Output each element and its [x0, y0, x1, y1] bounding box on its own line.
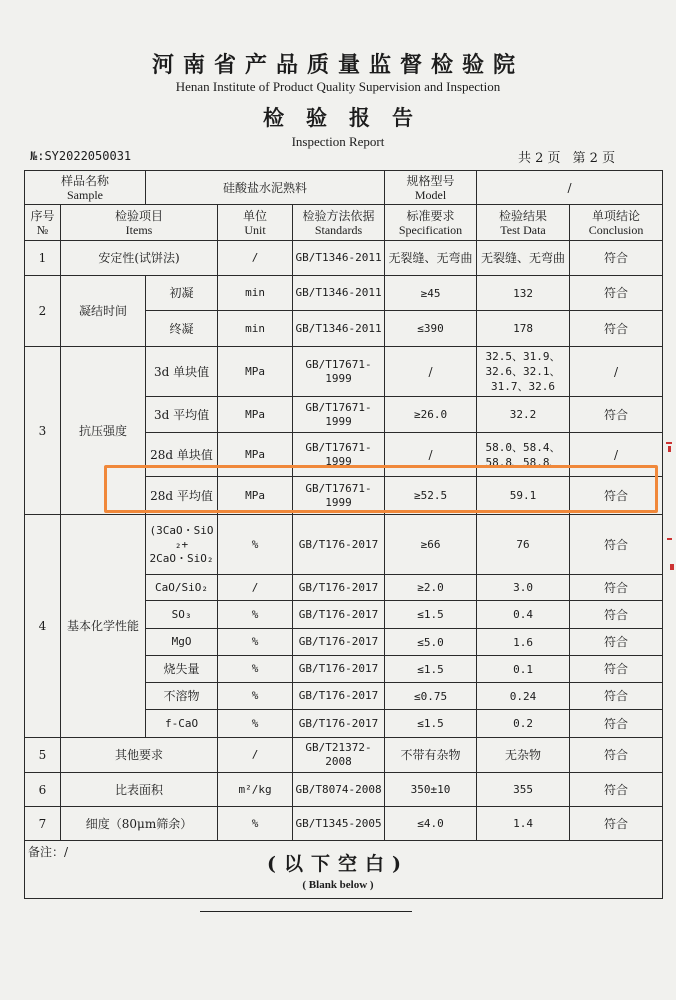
conclusion: 符合: [570, 477, 663, 515]
test-data: 1.6: [477, 629, 570, 656]
unit: %: [218, 807, 293, 841]
item-name: 其他要求: [61, 738, 218, 773]
specification: /: [385, 433, 477, 477]
specification: ≥26.0: [385, 397, 477, 433]
unit: MPa: [218, 433, 293, 477]
standard: GB/T1346-2011: [293, 311, 385, 347]
table-row: [25, 276, 663, 311]
test-data: 0.1: [477, 656, 570, 683]
unit: /: [218, 241, 293, 276]
specification: ≤4.0: [385, 807, 477, 841]
specification: ≥45: [385, 276, 477, 311]
standard: GB/T8074-2008: [293, 773, 385, 807]
sub-item: f-CaO: [146, 710, 218, 738]
table-row: [25, 773, 663, 807]
conclusion: 符合: [570, 710, 663, 738]
specification: ≥52.5: [385, 477, 477, 515]
test-data: 32.5、31.9、32.6、32.1、31.7、32.6: [477, 347, 570, 397]
row-number: 6: [25, 773, 61, 807]
conclusion: 符合: [570, 773, 663, 807]
specification: ≤1.5: [385, 710, 477, 738]
col-unit: 单位 Unit: [218, 205, 293, 241]
unit: %: [218, 629, 293, 656]
column-header-row: [25, 205, 663, 241]
model-value: /: [477, 171, 663, 205]
test-data: 76: [477, 515, 570, 575]
test-data: 355: [477, 773, 570, 807]
specification: ≥2.0: [385, 575, 477, 601]
unit: %: [218, 601, 293, 629]
standard: GB/T1346-2011: [293, 276, 385, 311]
conclusion: 符合: [570, 683, 663, 710]
unit: min: [218, 276, 293, 311]
inspection-table: [24, 170, 663, 899]
test-data: 178: [477, 311, 570, 347]
unit: %: [218, 710, 293, 738]
specification: 不带有杂物: [385, 738, 477, 773]
total-pages: 共 2 页: [518, 151, 561, 166]
sub-item: (3CaO・SiO ₂+ 2CaO・SiO₂: [146, 515, 218, 575]
row-number: 1: [25, 241, 61, 276]
standard: GB/T1345-2005: [293, 807, 385, 841]
report-title-cn: 检验报告: [263, 105, 435, 130]
specification: /: [385, 347, 477, 397]
specification: ≤390: [385, 311, 477, 347]
conclusion: 符合: [570, 656, 663, 683]
test-data: 无裂缝、无弯曲: [477, 241, 570, 276]
sub-item: SO₃: [146, 601, 218, 629]
col-test-data: 检验结果 Test Data: [477, 205, 570, 241]
item-name: 细度（80μm筛余）: [61, 807, 218, 841]
unit: /: [218, 575, 293, 601]
specification: 350±10: [385, 773, 477, 807]
sub-item: 28d 单块值: [146, 433, 218, 477]
highlight-box: [104, 465, 658, 513]
conclusion: 符合: [570, 241, 663, 276]
blank-below-en: ( Blank below ): [302, 879, 374, 891]
standard: GB/T176-2017: [293, 515, 385, 575]
test-data: 0.2: [477, 710, 570, 738]
item-group: 抗压强度: [61, 347, 146, 515]
sub-item: 初凝: [146, 276, 218, 311]
remark: 备注：/: [28, 845, 69, 859]
report-title-en: Inspection Report: [291, 134, 385, 149]
test-data: 3.0: [477, 575, 570, 601]
sample-label: 样品名称 Sample: [25, 171, 146, 205]
conclusion: 符合: [570, 575, 663, 601]
row-number: 5: [25, 738, 61, 773]
sub-item: 终凝: [146, 311, 218, 347]
standard: GB/T17671-1999: [293, 397, 385, 433]
sub-item: 28d 平均值: [146, 477, 218, 515]
col-items: 检验项目 Items: [61, 205, 218, 241]
table-row: [25, 347, 663, 397]
row-number: 7: [25, 807, 61, 841]
unit: MPa: [218, 397, 293, 433]
standard: GB/T17671-1999: [293, 433, 385, 477]
test-data: 58.0、58.4、58.8、58.8、: [477, 433, 570, 477]
sub-item: CaO/SiO₂: [146, 575, 218, 601]
specification: ≥66: [385, 515, 477, 575]
conclusion: /: [570, 347, 663, 397]
blank-below-cn: (以下空白): [267, 853, 409, 875]
col-conclusion: 单项结论 Conclusion: [570, 205, 663, 241]
standard: GB/T176-2017: [293, 683, 385, 710]
standard: GB/T176-2017: [293, 629, 385, 656]
sample-name: 硅酸盐水泥熟料: [146, 171, 385, 205]
conclusion: 符合: [570, 397, 663, 433]
conclusion: 符合: [570, 601, 663, 629]
model-label: 规格型号 Model: [385, 171, 477, 205]
col-no: 序号 №: [25, 205, 61, 241]
unit: MPa: [218, 477, 293, 515]
conclusion: 符合: [570, 515, 663, 575]
unit: %: [218, 683, 293, 710]
institute-name-en: Henan Institute of Product Quality Supervision and Inspection: [175, 79, 501, 94]
conclusion: 符合: [570, 311, 663, 347]
page-number: 第 2 页: [572, 151, 616, 166]
standard: GB/T176-2017: [293, 575, 385, 601]
conclusion: 符合: [570, 276, 663, 311]
sub-item: 3d 平均值: [146, 397, 218, 433]
row-number: 2: [25, 276, 61, 347]
sub-item: 不溶物: [146, 683, 218, 710]
test-data: 无杂物: [477, 738, 570, 773]
specification: ≤5.0: [385, 629, 477, 656]
standard: GB/T1346-2011: [293, 241, 385, 276]
unit: min: [218, 311, 293, 347]
table-row: [25, 738, 663, 773]
page-info: [518, 147, 615, 166]
standard: GB/T176-2017: [293, 710, 385, 738]
institute-name-cn: 河南省产品质量监督检验院: [151, 52, 524, 78]
specification: ≤1.5: [385, 601, 477, 629]
stamp-edge-mark: [664, 440, 676, 580]
row-number: 3: [25, 347, 61, 515]
test-data: 0.24: [477, 683, 570, 710]
row-number: 4: [25, 515, 61, 738]
specification: ≤1.5: [385, 656, 477, 683]
test-data: 1.4: [477, 807, 570, 841]
unit: %: [218, 515, 293, 575]
col-standards: 检验方法依据 Standards: [293, 205, 385, 241]
unit: /: [218, 738, 293, 773]
specification: 无裂缝、无弯曲: [385, 241, 477, 276]
test-data: 132: [477, 276, 570, 311]
conclusion: 符合: [570, 807, 663, 841]
unit: MPa: [218, 347, 293, 397]
unit: %: [218, 656, 293, 683]
item-group: 基本化学性能: [61, 515, 146, 738]
sub-item: MgO: [146, 629, 218, 656]
sub-item: 烧失量: [146, 656, 218, 683]
test-data: 0.4: [477, 601, 570, 629]
test-data: 59.1: [477, 477, 570, 515]
table-row: [25, 241, 663, 276]
standard: GB/T17671-1999: [293, 477, 385, 515]
item-group: 凝结时间: [61, 276, 146, 347]
item-name: 比表面积: [61, 773, 218, 807]
signature-line: [200, 911, 412, 912]
item-name: 安定性(试饼法): [61, 241, 218, 276]
conclusion: 符合: [570, 629, 663, 656]
table-row: [25, 515, 663, 575]
unit: m²/kg: [218, 773, 293, 807]
standard: GB/T17671-1999: [293, 347, 385, 397]
table-row: [25, 807, 663, 841]
conclusion: /: [570, 433, 663, 477]
standard: GB/T21372-2008: [293, 738, 385, 773]
test-data: 32.2: [477, 397, 570, 433]
conclusion: 符合: [570, 738, 663, 773]
sub-item: 3d 单块值: [146, 347, 218, 397]
report-number: №:SY2022050031: [30, 149, 132, 163]
standard: GB/T176-2017: [293, 656, 385, 683]
standard: GB/T176-2017: [293, 601, 385, 629]
col-specification: 标准要求 Specification: [385, 205, 477, 241]
specification: ≤0.75: [385, 683, 477, 710]
sample-row: [25, 171, 663, 205]
